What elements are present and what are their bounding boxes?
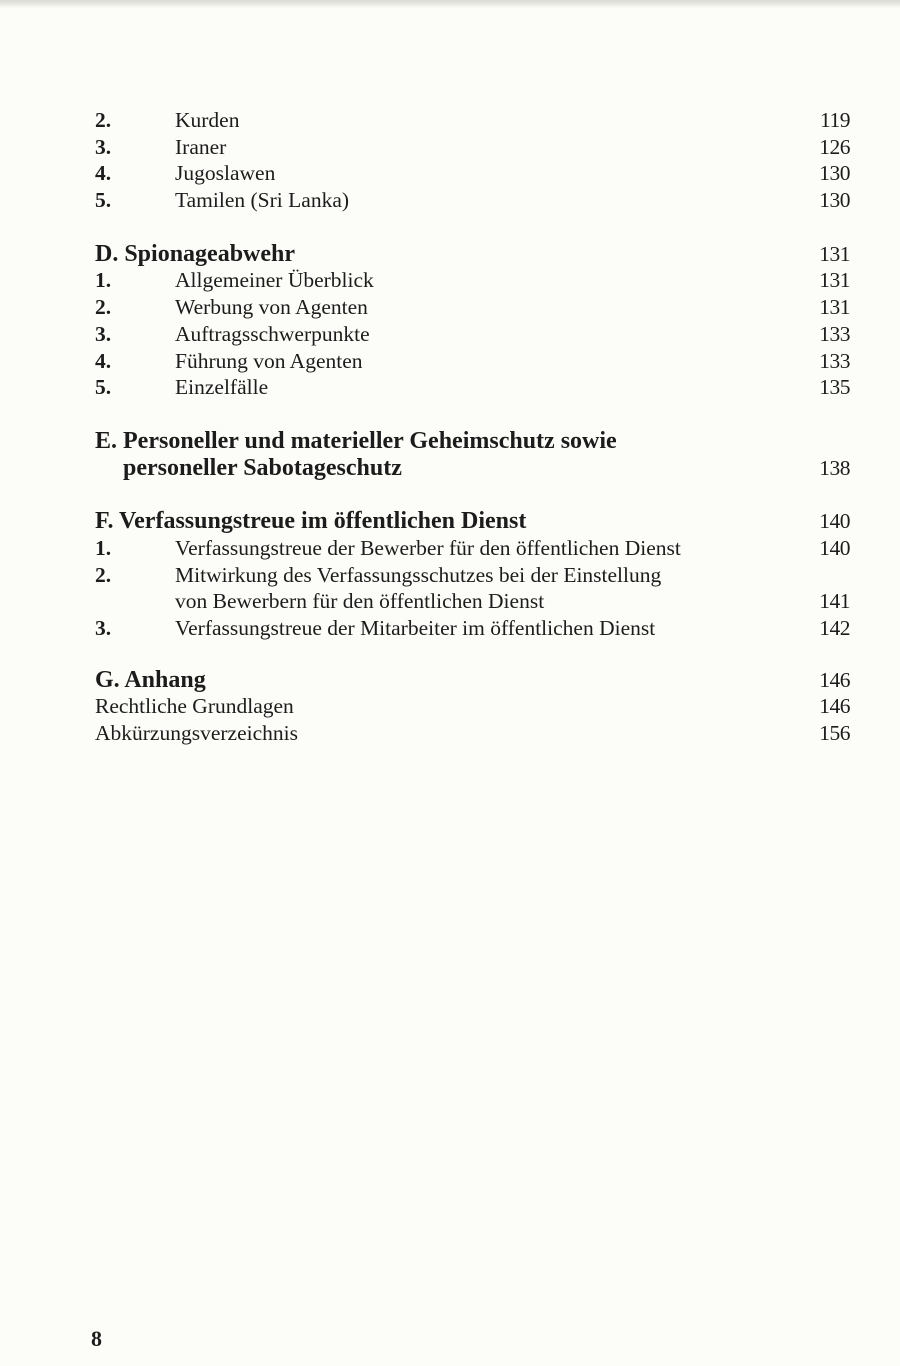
- page-top-edge: [0, 0, 900, 8]
- entry-number: 3.: [95, 616, 112, 640]
- section-heading-e-continued[interactable]: [95, 455, 850, 482]
- toc-entry[interactable]: [95, 294, 850, 321]
- toc-entry[interactable]: [95, 693, 850, 720]
- entry-page: 131: [819, 268, 850, 293]
- section-heading-e[interactable]: [95, 428, 850, 455]
- entry-title: Iraner: [175, 134, 227, 159]
- entry-page: 130: [819, 161, 850, 186]
- entry-title: Verfassungstreue der Mitarbeiter im öffentlichen Dienst: [175, 616, 656, 640]
- entry-number: 3.: [95, 321, 112, 346]
- entry-number: 2.: [95, 562, 112, 587]
- section-heading-page: 146: [819, 667, 850, 692]
- entry-page: 131: [819, 295, 850, 320]
- toc-entry[interactable]: [95, 720, 850, 747]
- entry-title: Rechtliche Grundlagen: [95, 694, 294, 719]
- entry-title: Allgemeiner Überblick: [175, 268, 374, 293]
- toc-entry[interactable]: [95, 134, 850, 161]
- entry-number: 1.: [95, 535, 112, 560]
- entry-title: Tamilen (Sri Lanka): [175, 188, 350, 213]
- entry-page: 133: [819, 348, 850, 373]
- toc-entry[interactable]: [95, 535, 850, 562]
- toc-entry[interactable]: [95, 615, 850, 642]
- toc-entry[interactable]: [95, 374, 850, 401]
- entry-title: Werbung von Agenten: [175, 295, 368, 320]
- section-spacer: [95, 214, 850, 241]
- toc-entry-continued[interactable]: [95, 588, 850, 615]
- page-number: 8: [91, 1326, 102, 1351]
- section-heading-page: 138: [819, 455, 850, 480]
- entry-number: 2.: [95, 295, 112, 320]
- entry-title: Mitwirkung des Verfassungsschutzes bei der Einstellung: [175, 562, 662, 587]
- entry-title: Jugoslawen: [175, 161, 276, 186]
- toc-entry[interactable]: [95, 267, 850, 294]
- section-heading-page: 140: [819, 509, 850, 534]
- section-spacer: [95, 401, 850, 428]
- entry-title: Abkürzungsverzeichnis: [95, 721, 298, 746]
- section-spacer: [95, 642, 850, 667]
- entry-page: 119: [820, 108, 850, 132]
- entry-page: 140: [819, 535, 850, 560]
- toc-entry[interactable]: [95, 348, 850, 375]
- section-heading-title-line2: personeller Sabotageschutz: [123, 454, 402, 481]
- entry-number: 5.: [95, 188, 112, 213]
- entry-number: 2.: [95, 108, 112, 132]
- entry-number: 3.: [95, 134, 112, 159]
- entry-title-line2: von Bewerbern für den öffentlichen Dienst: [175, 589, 545, 614]
- entry-page: 133: [819, 321, 850, 346]
- entry-title: Verfassungstreue der Bewerber für den öffentlichen Dienst: [175, 535, 681, 560]
- entry-title: Einzelfälle: [175, 375, 269, 400]
- entry-number: 1.: [95, 268, 112, 293]
- entry-title: Führung von Agenten: [175, 348, 363, 373]
- entry-title: Auftragsschwerpunkte: [175, 321, 370, 346]
- section-spacer: [95, 481, 850, 508]
- section-heading-f[interactable]: [95, 508, 850, 535]
- section-heading-title: D. Spionageabwehr: [95, 240, 296, 267]
- section-heading-d[interactable]: [95, 241, 850, 268]
- toc-entry[interactable]: [95, 160, 850, 187]
- section-heading-title: F. Verfassungstreue im öffentlichen Dienst: [95, 508, 527, 535]
- entry-page: 135: [819, 375, 850, 400]
- entry-page: 126: [819, 134, 850, 159]
- toc-entry[interactable]: [95, 562, 850, 589]
- table-of-contents: [95, 107, 850, 747]
- section-heading-title: E. Personeller und materieller Geheimschutz sowie: [95, 427, 617, 454]
- entry-page: 146: [819, 694, 850, 719]
- toc-entry[interactable]: [95, 107, 850, 134]
- toc-entry[interactable]: [95, 321, 850, 348]
- section-heading-title: G. Anhang: [95, 666, 206, 693]
- entry-page: 142: [819, 616, 850, 640]
- entry-number: 5.: [95, 375, 112, 400]
- section-heading-page: 131: [819, 241, 850, 266]
- entry-number: 4.: [95, 348, 112, 373]
- entry-number: 4.: [95, 161, 112, 186]
- entry-title: Kurden: [175, 108, 240, 132]
- section-heading-g[interactable]: [95, 667, 850, 694]
- entry-page: 130: [819, 188, 850, 213]
- toc-entry[interactable]: [95, 187, 850, 214]
- entry-page: 141: [819, 589, 850, 614]
- entry-page: 156: [819, 721, 850, 746]
